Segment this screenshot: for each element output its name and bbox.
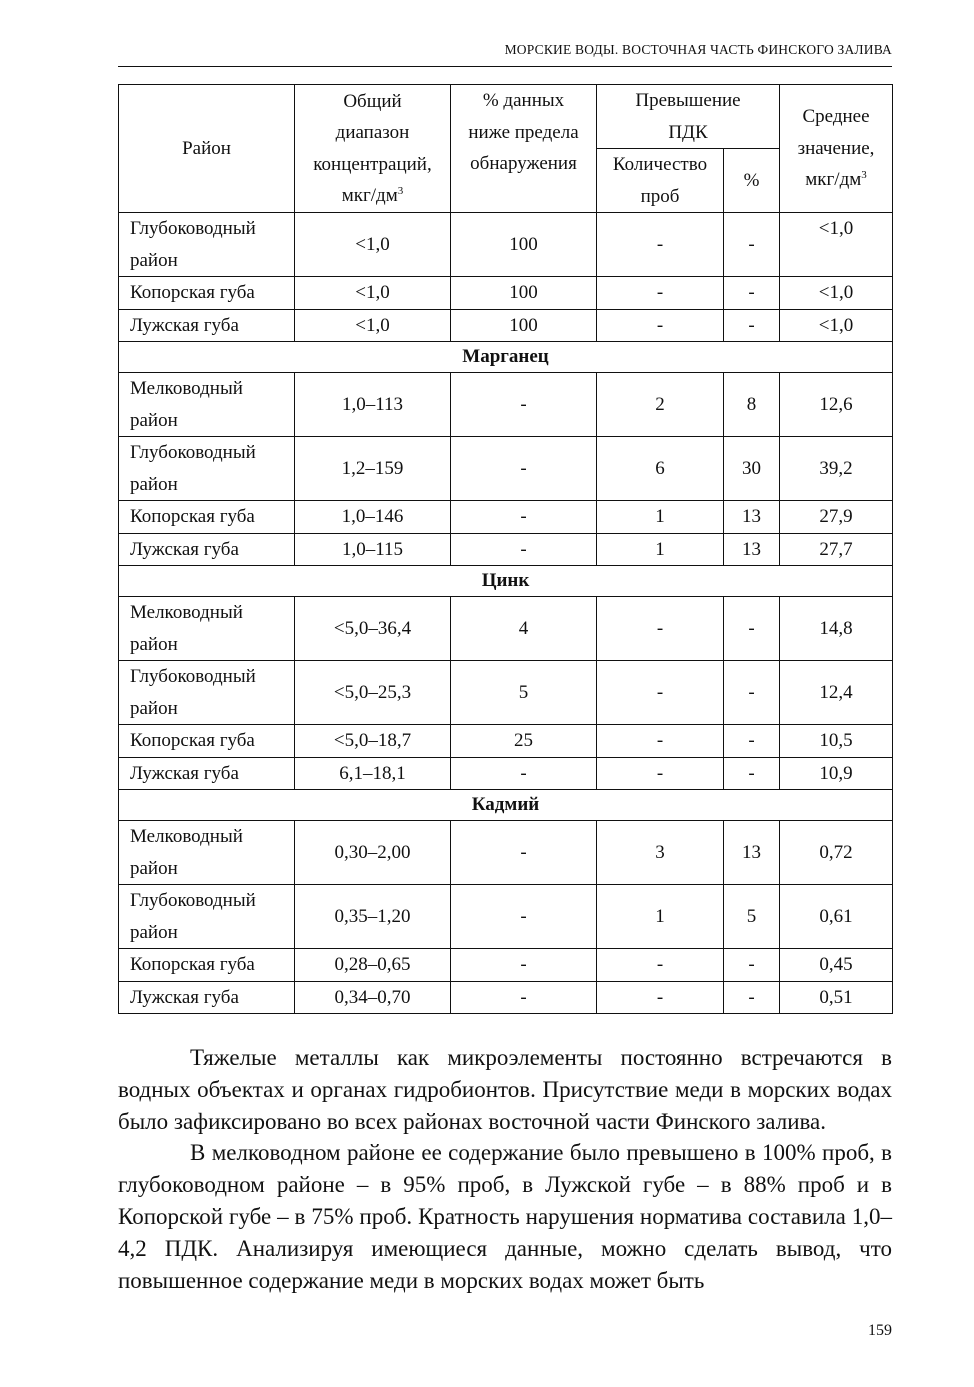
table-row xyxy=(119,501,893,534)
cell-range: 0,30–2,00 xyxy=(295,821,451,885)
cell-mean: <1,0 xyxy=(780,309,893,342)
cell-sample-count: - xyxy=(597,277,724,310)
cell-below-detection: 25 xyxy=(451,725,597,758)
cell-range: 1,2–159 xyxy=(295,437,451,501)
cell-percent: 5 xyxy=(724,885,780,949)
cell-range: 0,35–1,20 xyxy=(295,885,451,949)
table-row xyxy=(119,661,893,725)
cell-region: Копорская губа xyxy=(119,725,295,758)
cell-percent: - xyxy=(724,725,780,758)
region-name-line: Глубоководный xyxy=(130,218,256,239)
cell-mean: <1,0 xyxy=(780,277,893,310)
cell-percent: - xyxy=(724,661,780,725)
cell-mean: <1,0 xyxy=(780,213,893,277)
region-name-line: район xyxy=(130,697,178,719)
table-row xyxy=(119,949,893,982)
table-row xyxy=(119,597,893,661)
cell-region xyxy=(119,437,295,501)
table-row xyxy=(119,437,893,501)
cell-percent: - xyxy=(724,309,780,342)
body-text xyxy=(118,1042,892,1296)
cell-below-detection: - xyxy=(451,501,597,534)
cell-percent: - xyxy=(724,757,780,790)
cell-percent: - xyxy=(724,949,780,982)
cell-below-detection: - xyxy=(451,373,597,437)
cell-percent: 13 xyxy=(724,501,780,534)
cell-percent: - xyxy=(724,277,780,310)
cell-region xyxy=(119,821,295,885)
cell-sample-count: 1 xyxy=(597,501,724,534)
cell-region: Копорская губа xyxy=(119,949,295,982)
region-name-line: район xyxy=(130,857,178,879)
cell-range: 0,28–0,65 xyxy=(295,949,451,982)
region-name-line: Мелководный xyxy=(130,826,243,847)
cell-region xyxy=(119,597,295,661)
table-row xyxy=(119,757,893,790)
cell-mean: 0,45 xyxy=(780,949,893,982)
cell-sample-count: 2 xyxy=(597,373,724,437)
cell-sample-count: - xyxy=(597,725,724,758)
table-body xyxy=(119,213,893,1014)
cell-mean: 10,9 xyxy=(780,757,893,790)
concentration-table xyxy=(118,84,893,1014)
cell-percent: - xyxy=(724,213,780,277)
region-name-line: район xyxy=(130,633,178,655)
header-mean: Среднее значение, мкг/$дм^3$ xyxy=(780,85,893,213)
cell-region: Лужская губа xyxy=(119,981,295,1014)
cell-region: Лужская губа xyxy=(119,757,295,790)
cell-mean: 27,7 xyxy=(780,533,893,566)
cell-percent: 8 xyxy=(724,373,780,437)
table-row xyxy=(119,277,893,310)
cell-range: 0,34–0,70 xyxy=(295,981,451,1014)
cell-below-detection: - xyxy=(451,981,597,1014)
cell-mean: 27,9 xyxy=(780,501,893,534)
header-exceedance: Превышение ПДК xyxy=(597,85,780,149)
cell-mean: 0,61 xyxy=(780,885,893,949)
table-row xyxy=(119,885,893,949)
table-row xyxy=(119,213,893,277)
header-rule xyxy=(118,66,892,67)
cell-range: <5,0–36,4 xyxy=(295,597,451,661)
cell-mean: 39,2 xyxy=(780,437,893,501)
cell-below-detection: - xyxy=(451,885,597,949)
section-title: Марганец xyxy=(119,342,893,373)
cell-range: 1,0–146 xyxy=(295,501,451,534)
running-head: МОРСКИЕ ВОДЫ. ВОСТОЧНАЯ ЧАСТЬ ФИНСКОГО ЗАЛИВА xyxy=(504,42,892,57)
cell-range: 6,1–18,1 xyxy=(295,757,451,790)
cell-region: Лужская губа xyxy=(119,533,295,566)
cell-sample-count: 6 xyxy=(597,437,724,501)
region-name-line: район xyxy=(130,409,178,431)
cell-region xyxy=(119,661,295,725)
cell-range: 1,0–115 xyxy=(295,533,451,566)
cell-below-detection: - xyxy=(451,437,597,501)
cell-mean: 14,8 xyxy=(780,597,893,661)
region-name-line: Мелководный xyxy=(130,378,243,399)
cell-sample-count: 3 xyxy=(597,821,724,885)
cell-region xyxy=(119,213,295,277)
section-row xyxy=(119,566,893,597)
section-title: Цинк xyxy=(119,566,893,597)
cell-sample-count: - xyxy=(597,981,724,1014)
cell-below-detection: - xyxy=(451,821,597,885)
region-name-line: район xyxy=(130,473,178,495)
table-row xyxy=(119,821,893,885)
header-below-detection: % данных ниже предела обнаружения xyxy=(451,85,597,213)
section-title: Кадмий xyxy=(119,790,893,821)
cell-below-detection: 5 xyxy=(451,661,597,725)
page-number: 159 xyxy=(868,1322,892,1339)
cell-below-detection: 100 xyxy=(451,309,597,342)
cell-percent: 30 xyxy=(724,437,780,501)
section-row xyxy=(119,342,893,373)
region-name-line: Глубоководный xyxy=(130,890,256,911)
cell-percent: 13 xyxy=(724,821,780,885)
cell-percent: - xyxy=(724,597,780,661)
table-row xyxy=(119,309,893,342)
cell-mean: 0,51 xyxy=(780,981,893,1014)
cell-sample-count: 1 xyxy=(597,885,724,949)
cell-region xyxy=(119,885,295,949)
cell-range: <1,0 xyxy=(295,213,451,277)
cell-below-detection: - xyxy=(451,757,597,790)
cell-range: 1,0–113 xyxy=(295,373,451,437)
cell-percent: 13 xyxy=(724,533,780,566)
cell-sample-count: 1 xyxy=(597,533,724,566)
paragraph: Тяжелые металлы как микроэлементы постоянно встречаются в водных объектах и органах гидробионтов. Присутствие меди в морских водах было зафиксировано во всех районах восточной части Финского залива. xyxy=(118,1045,892,1134)
header-percent: % xyxy=(724,149,780,213)
cell-below-detection: 4 xyxy=(451,597,597,661)
region-name-line: район xyxy=(130,249,178,271)
cell-below-detection: 100 xyxy=(451,277,597,310)
cell-range: <5,0–18,7 xyxy=(295,725,451,758)
cell-sample-count: - xyxy=(597,309,724,342)
cell-mean: 12,6 xyxy=(780,373,893,437)
cell-sample-count: - xyxy=(597,597,724,661)
cell-percent: - xyxy=(724,981,780,1014)
header-region: Район xyxy=(119,85,295,213)
table-row xyxy=(119,981,893,1014)
cell-mean: 10,5 xyxy=(780,725,893,758)
region-name-line: Мелководный xyxy=(130,602,243,623)
cell-sample-count: - xyxy=(597,757,724,790)
cell-region: Копорская губа xyxy=(119,277,295,310)
section-row xyxy=(119,790,893,821)
header-sample-count: Количество проб xyxy=(597,149,724,213)
cell-sample-count: - xyxy=(597,213,724,277)
cell-below-detection: - xyxy=(451,533,597,566)
cell-region xyxy=(119,373,295,437)
cell-range: <1,0 xyxy=(295,277,451,310)
table-row xyxy=(119,725,893,758)
cell-sample-count: - xyxy=(597,661,724,725)
region-name-line: Глубоководный xyxy=(130,666,256,687)
cell-mean: 0,72 xyxy=(780,821,893,885)
header-range: Общий диапазон концентраций, мкг/$дм^3$ xyxy=(295,85,451,213)
cell-range: <1,0 xyxy=(295,309,451,342)
cell-below-detection: 100 xyxy=(451,213,597,277)
cell-below-detection: - xyxy=(451,949,597,982)
table-row xyxy=(119,373,893,437)
region-name-line: Глубоководный xyxy=(130,442,256,463)
region-name-line: район xyxy=(130,921,178,943)
paragraph: В мелководном районе ее содержание было превышено в 100% проб, в глубоководном районе – в 95% проб, в Лужской губе – в 88% проб и в Копорской губе – в 75% проб. Кратность нарушения норматива составила 1,0–4,2 ПДК. Анализируя имеющиеся данные, можно сделать вывод, что повышенное содержание меди в морских водах может быть xyxy=(118,1140,892,1293)
cell-range: <5,0–25,3 xyxy=(295,661,451,725)
cell-region: Лужская губа xyxy=(119,309,295,342)
cell-region: Копорская губа xyxy=(119,501,295,534)
table-row xyxy=(119,533,893,566)
cell-mean: 12,4 xyxy=(780,661,893,725)
cell-sample-count: - xyxy=(597,949,724,982)
